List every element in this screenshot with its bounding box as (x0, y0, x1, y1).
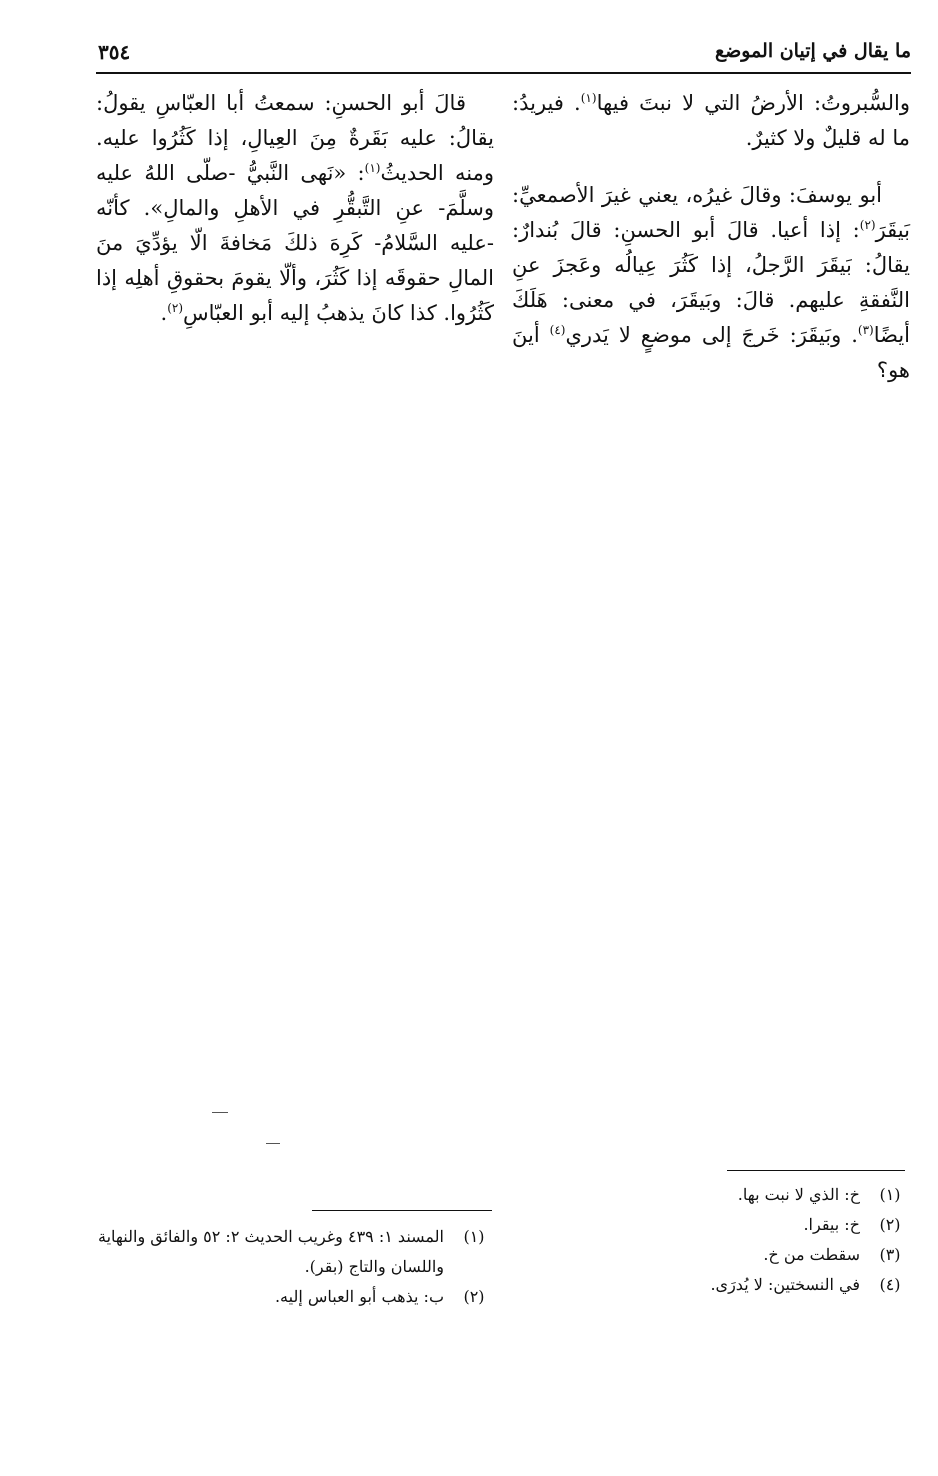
scan-mark (212, 1112, 228, 1113)
paragraph-text: أبو يوسفَ: وقالَ غيرُه، يعني غيرَ الأصمعيِّ: بَيقَرَ (512, 183, 910, 242)
footnote-number: (٢) (879, 1215, 901, 1234)
running-header (96, 38, 911, 76)
footnote (512, 1270, 910, 1300)
footnote-ref[interactable]: (٣) (857, 323, 874, 337)
page-number: ٣٥٤ (98, 40, 131, 64)
footnote-text: خ: بيقرا. (803, 1215, 860, 1234)
left-column (96, 86, 494, 331)
footnote-ref[interactable]: (١) (580, 91, 597, 105)
running-title: ما يقال في إتيان الموضع (715, 40, 911, 62)
footnote-rule-right (727, 1170, 905, 1171)
paragraph-text: : «نَهى النَّبيُّ -صلّى اللهُ عليه وسلَّمَ- عنِ التَّبقُّرِ في الأهلِ والمالِ». كأنّه -عليه السَّلامُ- كَرِهَ ذلكَ مَخافةَ الّا يؤدِّيَ منَ المالِ حقوقَه إذا كَثُرَ، وألّا يقومَ بحقوقِ أهلِه إذا كَثُرُوا. كذا كانَ يذهبُ إليه أبو العبّاسِ (96, 161, 494, 325)
footnotes-left (96, 1222, 494, 1312)
footnote-text: ب: يذهب أبو العباس إليه. (274, 1287, 444, 1306)
paragraph-text: قالَ أبو الحسنِ: سمعتُ أبا العبّاسِ يقولُ: يقالُ: عليه بَقَرةٌ مِنَ العِيالِ، إذا كَثُرُوا عليه. ومنه الحديثُ (96, 91, 494, 185)
paragraph-text: . (160, 301, 168, 325)
scan-mark (266, 1143, 280, 1144)
header-rule (96, 72, 911, 74)
footnote-rule-left (312, 1210, 492, 1211)
right-paragraph-2 (512, 178, 910, 388)
footnote-number: (٤) (879, 1275, 901, 1294)
footnotes-right (512, 1180, 910, 1300)
footnote-text: في النسختين: لا يُدرَى. (710, 1275, 860, 1294)
footnote-number: (١) (463, 1227, 485, 1246)
footnote (512, 1180, 910, 1210)
footnote-ref[interactable]: (٤) (549, 323, 566, 337)
footnote (96, 1282, 494, 1312)
paragraph-text: : إذا أعيا. قالَ أبو الحسنِ: قالَ بُندارٌ: يقالُ: بَيقَرَ الرَّجلُ، إذا كَثُرَ عِيالُه وعَجزَ عنِ النَّفقةِ عليهم. قالَ: وبَيقَرَ، في معنى: هَلَكَ أيضًا (512, 218, 910, 347)
right-paragraph-1 (512, 86, 910, 156)
footnote-ref[interactable]: (٢) (167, 301, 184, 315)
footnote-number: (٣) (879, 1245, 901, 1264)
footnote-text: خ: الذي لا نبت بها. (737, 1185, 860, 1204)
right-column (512, 86, 910, 388)
footnote-ref[interactable]: (٢) (859, 218, 876, 232)
footnote-ref[interactable]: (١) (364, 161, 381, 175)
left-paragraph-1 (96, 86, 494, 331)
paragraph-text: . وبَيقَرَ: خَرجَ إلى موضعٍ لا يَدري (565, 323, 858, 347)
footnote (512, 1210, 910, 1240)
paragraph-text: أينَ هو؟ (512, 323, 910, 382)
footnote-number: (١) (879, 1185, 901, 1204)
footnote-text: المسند ١: ٤٣٩ وغريب الحديث ٢: ٥٢ والفائق والنهاية واللسان والتاج (بقر). (98, 1227, 444, 1276)
footnote (512, 1240, 910, 1270)
footnote (96, 1222, 494, 1282)
footnote-number: (٢) (463, 1287, 485, 1306)
paragraph-text: والسُّبروتُ: الأرضُ التي لا نبتَ فيها (596, 91, 910, 115)
paragraph-text: . فيريدُ: ما له قليلٌ ولا كثيرٌ. (512, 91, 910, 150)
footnote-text: سقطت من خ. (763, 1245, 860, 1264)
